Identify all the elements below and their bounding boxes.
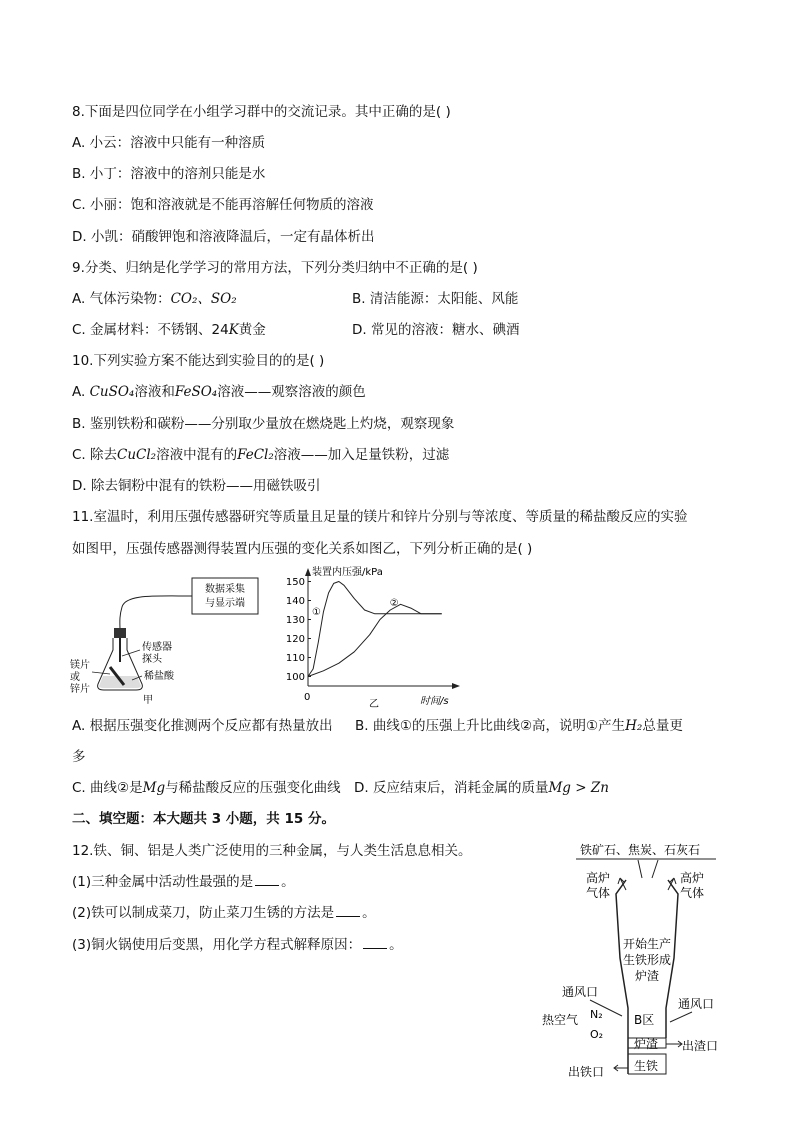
acid-label: 稀盐酸	[144, 671, 174, 682]
q9-stem: 9.分类、归纳是化学学习的常用方法，下列分类归纳中不正确的是( )	[72, 260, 478, 276]
q8-option-b: B. 小丁：溶液中的溶剂只能是水	[72, 166, 266, 182]
apparatus-figure	[64, 572, 274, 707]
y-tick-label: 100	[285, 672, 305, 683]
q11-b-suffix: 总量更	[642, 718, 683, 734]
q11-option-b-continued: 多	[72, 749, 86, 765]
furnace-mid-1: 开始生产	[622, 937, 672, 951]
q11-c-suffix: 与稀盐酸反应的压强变化曲线	[165, 780, 341, 796]
q12-p3-end: 。	[389, 937, 403, 953]
furnace-mid-3: 炉渣	[634, 969, 660, 983]
vent-arrow-right	[670, 1012, 692, 1022]
q10-option-a	[72, 383, 366, 401]
q11-d-prefix: D. 反应结束后，消耗金属的质量	[354, 780, 549, 796]
q9-option-d: D. 常见的溶液：糖水、碘酒	[352, 322, 520, 338]
q9-option-b: B. 清洁能源：太阳能、风能	[352, 291, 519, 307]
y-tick-label: 130	[285, 615, 305, 626]
q10-option-c	[72, 446, 449, 464]
y-tick-label: 140	[285, 596, 305, 607]
q10-a-mid: 溶液和	[134, 384, 175, 400]
y-tick-label: 110	[285, 653, 305, 664]
y-axis-label: 装置内压强/kPa	[312, 567, 383, 578]
q10-c-prefix: C. 除去	[72, 447, 118, 463]
gas-label-right-1: 高炉	[680, 871, 705, 885]
iron-label: 生铁	[634, 1059, 659, 1073]
q11-d-formula: Mg > Zn	[548, 780, 609, 796]
metal-label-2: 或	[70, 672, 80, 683]
box-label-1: 数据采集	[205, 584, 245, 595]
q9-a-formula: CO₂、SO₂	[170, 291, 237, 307]
sensor-label-1: 传感器	[142, 642, 172, 653]
q12-stem: 12.铁、铜、铝是人类广泛使用的三种金属，与人类生活息息相关。	[72, 843, 472, 859]
q8-option-d: D. 小凯：硝酸钾饱和溶液降温后，一定有晶体析出	[72, 229, 375, 245]
furnace-mid-2: 生铁形成	[622, 953, 672, 967]
q10-a-prefix: A.	[72, 384, 90, 400]
vent-label-right: 通风口	[678, 997, 715, 1011]
q10-a-formula2: FeSO₄	[174, 384, 218, 400]
metal-label-3: 锌片	[70, 684, 90, 695]
q10-c-mid: 溶液中混有的	[156, 447, 238, 463]
q12-p1-text: (1)三种金属中活动性最强的是	[72, 874, 254, 890]
gas-label-left-1: 高炉	[586, 871, 611, 885]
q11-c-mg: Mg	[142, 780, 166, 796]
slag-out-arrow	[666, 1041, 682, 1047]
q8-option-a: A. 小云：溶液中只能有一种溶质	[72, 135, 266, 151]
q9-c-prefix: C. 金属材料：不锈钢、24	[72, 322, 229, 338]
q11-option-d	[354, 779, 609, 797]
answer-blank[interactable]	[363, 936, 387, 949]
q11-b-prefix: B. 曲线①的压强上升比曲线②高，说明①产生	[355, 718, 626, 734]
q10-a-suffix: 溶液——观察溶液的颜色	[217, 384, 366, 400]
series-label-2: ②	[389, 598, 399, 609]
q11-option-a: A. 根据压强变化推测两个反应都有热量放出	[72, 718, 333, 734]
n2-label: N₂	[590, 1008, 603, 1021]
box-label-2: 与显示端	[205, 598, 245, 609]
x-axis-arrow	[452, 683, 460, 689]
q9-a-prefix: A. 气体污染物：	[72, 291, 171, 307]
blast-furnace-figure	[540, 838, 730, 1083]
furnace-top-label: 铁矿石、焦炭、石灰石	[580, 843, 701, 857]
metal-pointer	[92, 672, 110, 674]
y-tick-label: 120	[285, 634, 305, 645]
q10-c-formula1: CuCl₂	[117, 447, 157, 463]
q11-b-formula: H₂	[625, 718, 643, 734]
metal-label-1: 镁片	[70, 660, 90, 671]
gas-label-left-2: 气体	[586, 886, 611, 900]
q12-part-3	[72, 936, 403, 954]
hot-air-label: 热空气	[542, 1013, 579, 1027]
q11-option-b	[355, 717, 683, 735]
sensor-pointer	[122, 650, 140, 656]
q10-c-formula2: FeCl₂	[237, 447, 274, 463]
q9-option-c	[72, 321, 266, 339]
section-2-heading: 二、填空题：本大题共 3 小题，共 15 分。	[72, 811, 335, 827]
pressure-chart	[284, 562, 464, 710]
q9-c-k: K	[228, 322, 239, 338]
slag-out-label: 出渣口	[682, 1039, 719, 1053]
q10-option-d: D. 除去铜粉中混有的铁粉——用磁铁吸引	[72, 478, 321, 494]
q11-option-c	[72, 779, 341, 797]
origin-label: 0	[304, 692, 311, 703]
iron-out-arrow	[614, 1065, 628, 1071]
q10-option-b: B. 鉴别铁粉和碳粉——分别取少量放在燃烧匙上灼烧，观察现象	[72, 416, 455, 432]
answer-blank[interactable]	[255, 873, 279, 886]
gas-arrow-left	[618, 878, 626, 890]
vent-label-left: 通风口	[562, 985, 599, 999]
series-line-1	[308, 582, 442, 677]
sensor-label-2: 探头	[142, 654, 162, 665]
q10-stem: 10.下列实验方案不能达到实验目的的是( )	[72, 353, 325, 369]
figure-caption-jia: 甲	[143, 695, 153, 706]
series-line-2	[308, 604, 442, 676]
q11-c-prefix: C. 曲线②是	[72, 780, 143, 796]
q12-part-2	[72, 904, 376, 922]
y-axis-arrow	[305, 568, 311, 576]
x-axis-label: 时间/s	[420, 696, 449, 707]
q11-stem-line2: 如图甲，压强传感器测得装置内压强的变化关系如图乙，下列分析正确的是( )	[72, 541, 533, 557]
slag-label: 炉渣	[634, 1037, 659, 1051]
answer-blank[interactable]	[336, 904, 360, 917]
q12-part-1	[72, 873, 295, 891]
feed-arrow-left	[638, 860, 642, 878]
q12-p2-end: 。	[362, 905, 376, 921]
gas-arrow-right	[668, 878, 676, 890]
o2-label: O₂	[590, 1028, 604, 1041]
q9-c-suffix: 黄金	[238, 322, 266, 338]
q8-option-c: C. 小丽：饱和溶液就是不能再溶解任何物质的溶液	[72, 197, 374, 213]
gas-label-right-2: 气体	[680, 886, 705, 900]
zone-b-label: B区	[634, 1013, 655, 1027]
iron-out-label: 出铁口	[568, 1065, 605, 1079]
q8-stem: 8.下面是四位同学在小组学习群中的交流记录。其中正确的是( )	[72, 104, 451, 120]
q12-p3-text: (3)铜火锅使用后变黑，用化学方程式解释原因：	[72, 937, 362, 953]
feed-arrow-right	[652, 860, 658, 878]
y-tick-label: 150	[285, 577, 305, 588]
rubber-stopper	[114, 628, 126, 638]
q9-option-a	[72, 290, 237, 308]
q10-a-formula1: CuSO₄	[89, 384, 135, 400]
series-label-1: ①	[311, 606, 321, 618]
q10-c-suffix: 溶液——加入足量铁粉，过滤	[273, 447, 450, 463]
q12-p2-text: (2)铁可以制成菜刀，防止菜刀生锈的方法是	[72, 905, 335, 921]
q12-p1-end: 。	[281, 874, 295, 890]
q11-stem-line1: 11.室温时，利用压强传感器研究等质量且足量的镁片和锌片分别与等浓度、等质量的稀盐酸反应的实验	[72, 509, 688, 525]
sensor-cable	[120, 596, 192, 630]
figure-caption-yi: 乙	[369, 699, 379, 710]
